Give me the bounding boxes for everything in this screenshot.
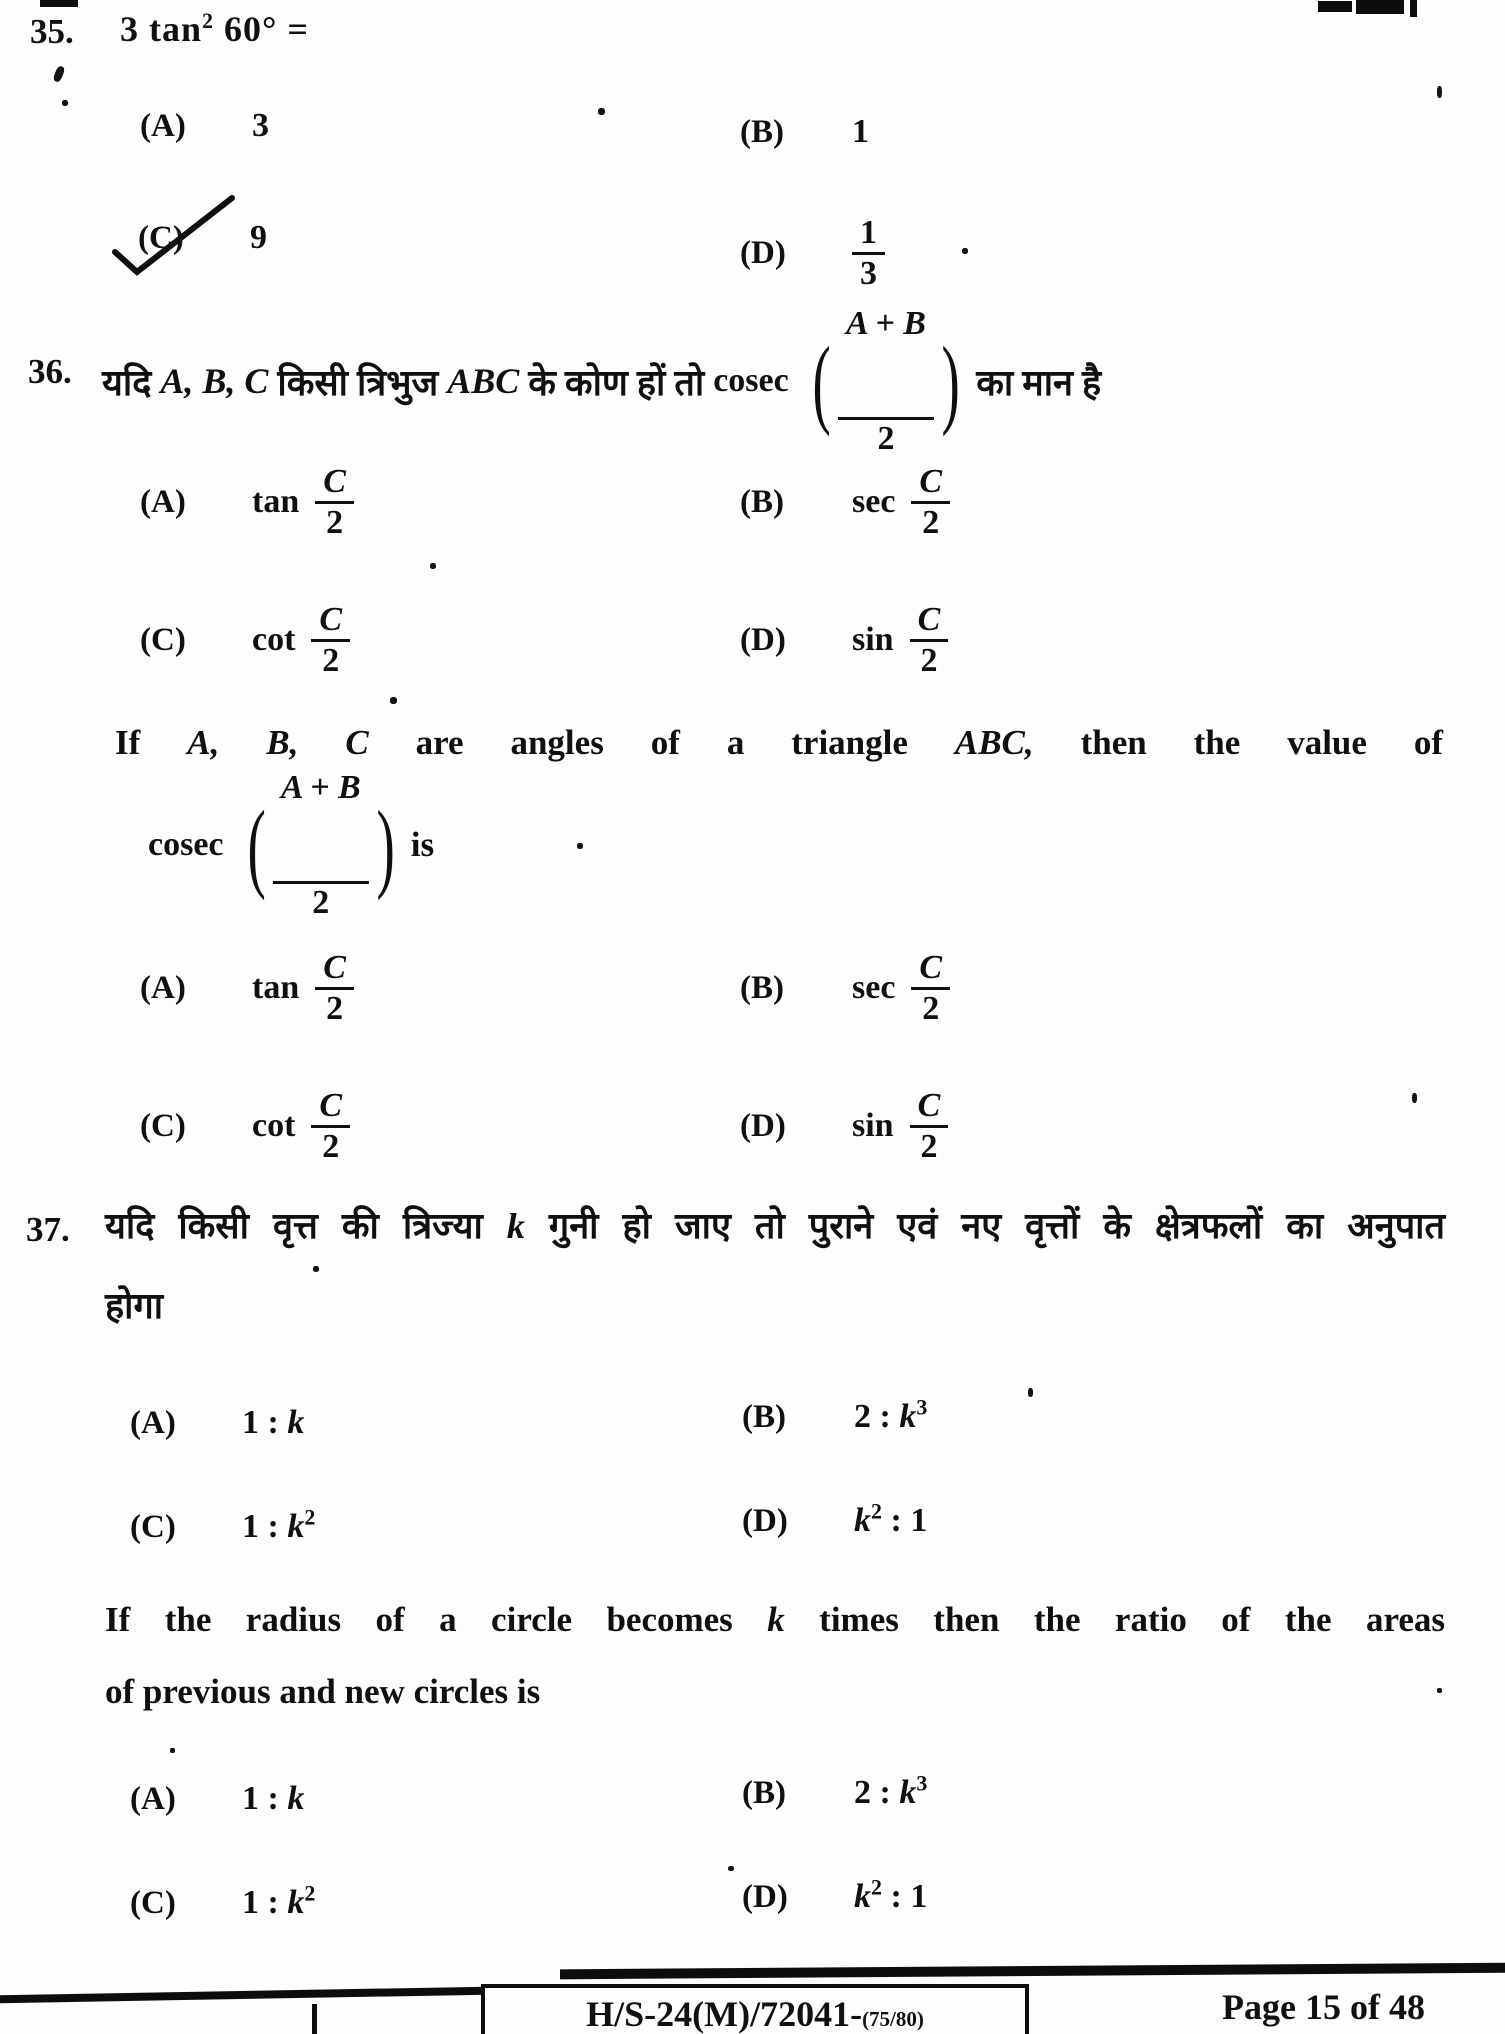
english-text: is [402,825,435,864]
ratio-post: : 1 [882,1502,928,1539]
fraction [315,463,354,541]
triangle-name: ABC, [954,723,1034,762]
option-label: (C) [140,621,186,658]
fraction-denominator: 2 [311,639,350,679]
ratio-exponent: 2 [304,1880,316,1906]
english-text: If [115,723,188,762]
english-text: If the radius of a circle becomes [105,1600,768,1639]
ratio-base: k [287,1508,305,1545]
question-37-hindi-line1 [105,1200,1445,1249]
fraction-numerator: C [323,463,346,501]
question-36-hindi [102,304,1102,457]
scan-artifact [1318,1,1352,12]
scan-speck [52,65,65,83]
fraction-numerator: C [323,949,346,987]
option-label: (A) [130,1780,176,1817]
ratio-pre: 1 : [242,1884,288,1921]
hindi-text: के कोण हों तो [519,362,714,403]
scan-speck [62,100,68,106]
ratio-pre: 1 : [242,1404,288,1441]
fraction-numerator: C [919,949,943,987]
ratio-post: : 1 [882,1878,928,1915]
option-36-hi-c [140,590,350,690]
ratio-base: k [899,1774,917,1811]
english-text: are angles of a triangle [368,723,955,762]
option-37-hi-d [742,1494,927,1548]
trig-function: sec [852,969,896,1006]
fraction-numerator: C [919,463,943,501]
scan-speck [313,1266,319,1272]
scan-artifact [40,0,78,7]
scan-speck [390,697,397,704]
ratio-exponent: 3 [916,1770,928,1796]
option-37-hi-b [742,1390,927,1444]
ratio-base: k [854,1502,871,1539]
fraction-denominator: 2 [273,881,369,921]
variable: C [345,723,369,762]
option-label: (A) [140,969,186,1006]
ratio-base: k [854,1878,871,1915]
fraction [315,949,354,1027]
ratio-exponent: 2 [304,1504,316,1530]
paper-code [586,1993,924,2034]
option-37-en-d [742,1870,927,1924]
fraction-numerator: 1 [860,214,877,252]
fraction-numerator: C [319,601,343,639]
option-label: (C) [130,1884,176,1921]
trig-function: cot [252,1107,296,1144]
question-number: 35. [30,12,74,51]
question-35-stem [120,8,309,50]
option-label: (C) [130,1508,176,1545]
option-37-en-b [742,1766,927,1820]
fraction-numerator: C [917,1087,941,1125]
option-label: (D) [740,621,786,658]
hindi-text: गुनी हो जाए तो पुराने एवं नए वृत्तों के क्षेत्रफलों का अनुपात [524,1206,1445,1246]
scan-speck [430,563,436,569]
trig-function: sin [852,621,894,658]
option-label: (D) [742,1502,788,1539]
option-label: (D) [740,234,786,271]
fraction-denominator: 2 [910,1125,949,1165]
left-paren: ( [812,325,831,437]
hindi-text: का मान है [967,362,1102,403]
trig-function: tan [252,483,300,520]
option-value [854,1394,928,1436]
ratio-pre: 1 : [242,1780,288,1817]
question-number: 37. [26,1210,70,1249]
right-paren: ) [376,789,395,901]
option-value [854,1770,928,1812]
scan-artifact [1356,0,1404,14]
variable-k: k [767,1600,785,1639]
scan-speck [1028,1388,1033,1397]
option-value: 9 [250,219,267,256]
option-value [242,1504,316,1546]
option-value [242,1780,304,1818]
ratio-base: k [287,1404,305,1441]
option-35-a [140,96,269,156]
ratio-base: k [287,1780,305,1817]
scan-speck [962,248,968,254]
trig-function: tan [252,969,300,1006]
option-37-hi-c [130,1500,315,1554]
function-name: cosec [148,826,224,863]
question-number: 36. [28,352,72,391]
option-label: (A) [130,1404,176,1441]
english-text: times then the ratio of the areas [784,1600,1446,1639]
question-37-english-line2: of previous and new circles is [105,1672,541,1711]
hindi-text: यदि [102,362,161,403]
option-label: (B) [740,113,784,150]
scan-speck [170,1748,175,1753]
option-label: (B) [740,969,784,1006]
option-35-b [740,102,869,162]
ratio-exponent: 2 [871,1498,882,1524]
scan-speck [1412,1093,1417,1103]
left-paren: ( [247,789,266,901]
option-36-hi-d [740,590,948,690]
option-value: 1 [852,113,869,150]
option-value [854,1498,928,1540]
ratio-exponent: 2 [871,1874,882,1900]
triangle-name: ABC [447,361,520,401]
function-name: cosec [713,362,789,399]
option-label: (A) [140,107,186,144]
ratio-pre: 1 : [242,1508,288,1545]
question-36-english-line2 [148,768,435,921]
paper-code-suffix: (75/80) [862,2007,924,2031]
fraction [911,463,950,541]
paper-code-box [481,1984,1029,2034]
option-value: 3 [252,107,269,144]
stem-exponent: 2 [202,8,215,33]
option-36-en-c [140,1076,350,1176]
option-37-en-c [130,1876,315,1930]
trig-function: sec [852,483,896,520]
page-number-label: Page 15 of 48 [1222,1987,1425,2027]
trig-function: cot [252,621,296,658]
option-36-hi-a [140,452,354,552]
option-36-hi-b [740,452,950,552]
fraction-denominator: 2 [910,639,949,679]
fraction-numerator: A + B [846,304,926,342]
fraction [910,1087,949,1165]
variable: A, [187,723,220,762]
scan-speck [1437,86,1442,98]
fraction [311,601,350,679]
scan-artifact [1410,0,1417,17]
answer-check-mark [100,190,250,285]
scan-speck [728,1866,734,1871]
option-36-en-d [740,1076,948,1176]
footer-rule [560,1963,1505,1980]
option-label: (B) [740,483,784,520]
fraction-denominator: 2 [311,1125,350,1165]
fraction [911,949,950,1027]
option-label: (C) [138,219,184,256]
paper-code-main: H/S-24(M)/72041- [586,1994,863,2034]
ratio-pre: 2 : [854,1398,900,1435]
option-36-en-b [740,938,950,1038]
option-value [242,1404,304,1442]
option-label: (D) [742,1878,788,1915]
ratio-base: k [899,1398,917,1435]
question-37-hindi-line2: होगा [105,1286,164,1326]
fraction-denominator: 2 [911,501,950,541]
variables: A, B, C [160,361,269,401]
fraction-numerator: C [917,601,941,639]
scan-artifact [312,2004,317,2034]
english-text: then the value of [1033,723,1444,762]
option-37-hi-a [130,1396,304,1450]
option-label: (B) [742,1774,786,1811]
option-label: (C) [140,1107,186,1144]
scan-speck [598,108,605,115]
ratio-base: k [287,1884,305,1921]
hindi-text: किसी त्रिभुज [268,362,448,403]
stem-post: 60° = [214,9,309,49]
fraction-numerator: C [319,1087,343,1125]
variable-k: k [506,1206,525,1246]
fraction [311,1087,350,1165]
fraction-denominator: 3 [852,252,885,292]
variable: B, [266,723,299,762]
option-label: (A) [140,483,186,520]
stem-pre: 3 tan [120,9,203,49]
option-label: (B) [742,1398,786,1435]
scan-speck [1437,1688,1442,1693]
question-37-english-line1 [105,1600,1445,1640]
option-value [242,1880,316,1922]
ratio-exponent: 3 [916,1394,928,1420]
option-37-en-a [130,1772,304,1826]
fraction-denominator: 2 [911,987,950,1027]
hindi-text: यदि किसी वृत्त की त्रिज्या [105,1206,507,1246]
scan-speck [577,843,583,849]
option-value [854,1874,928,1916]
trig-function: sin [852,1107,894,1144]
fraction-denominator: 2 [315,501,354,541]
right-paren: ) [941,325,960,437]
fraction [910,601,949,679]
fraction-numerator: A + B [280,768,361,806]
ratio-pre: 2 : [854,1774,900,1811]
fraction-denominator: 2 [315,987,354,1027]
fraction-denominator: 2 [838,417,934,457]
option-label: (D) [740,1107,786,1144]
option-36-en-a [140,938,354,1038]
